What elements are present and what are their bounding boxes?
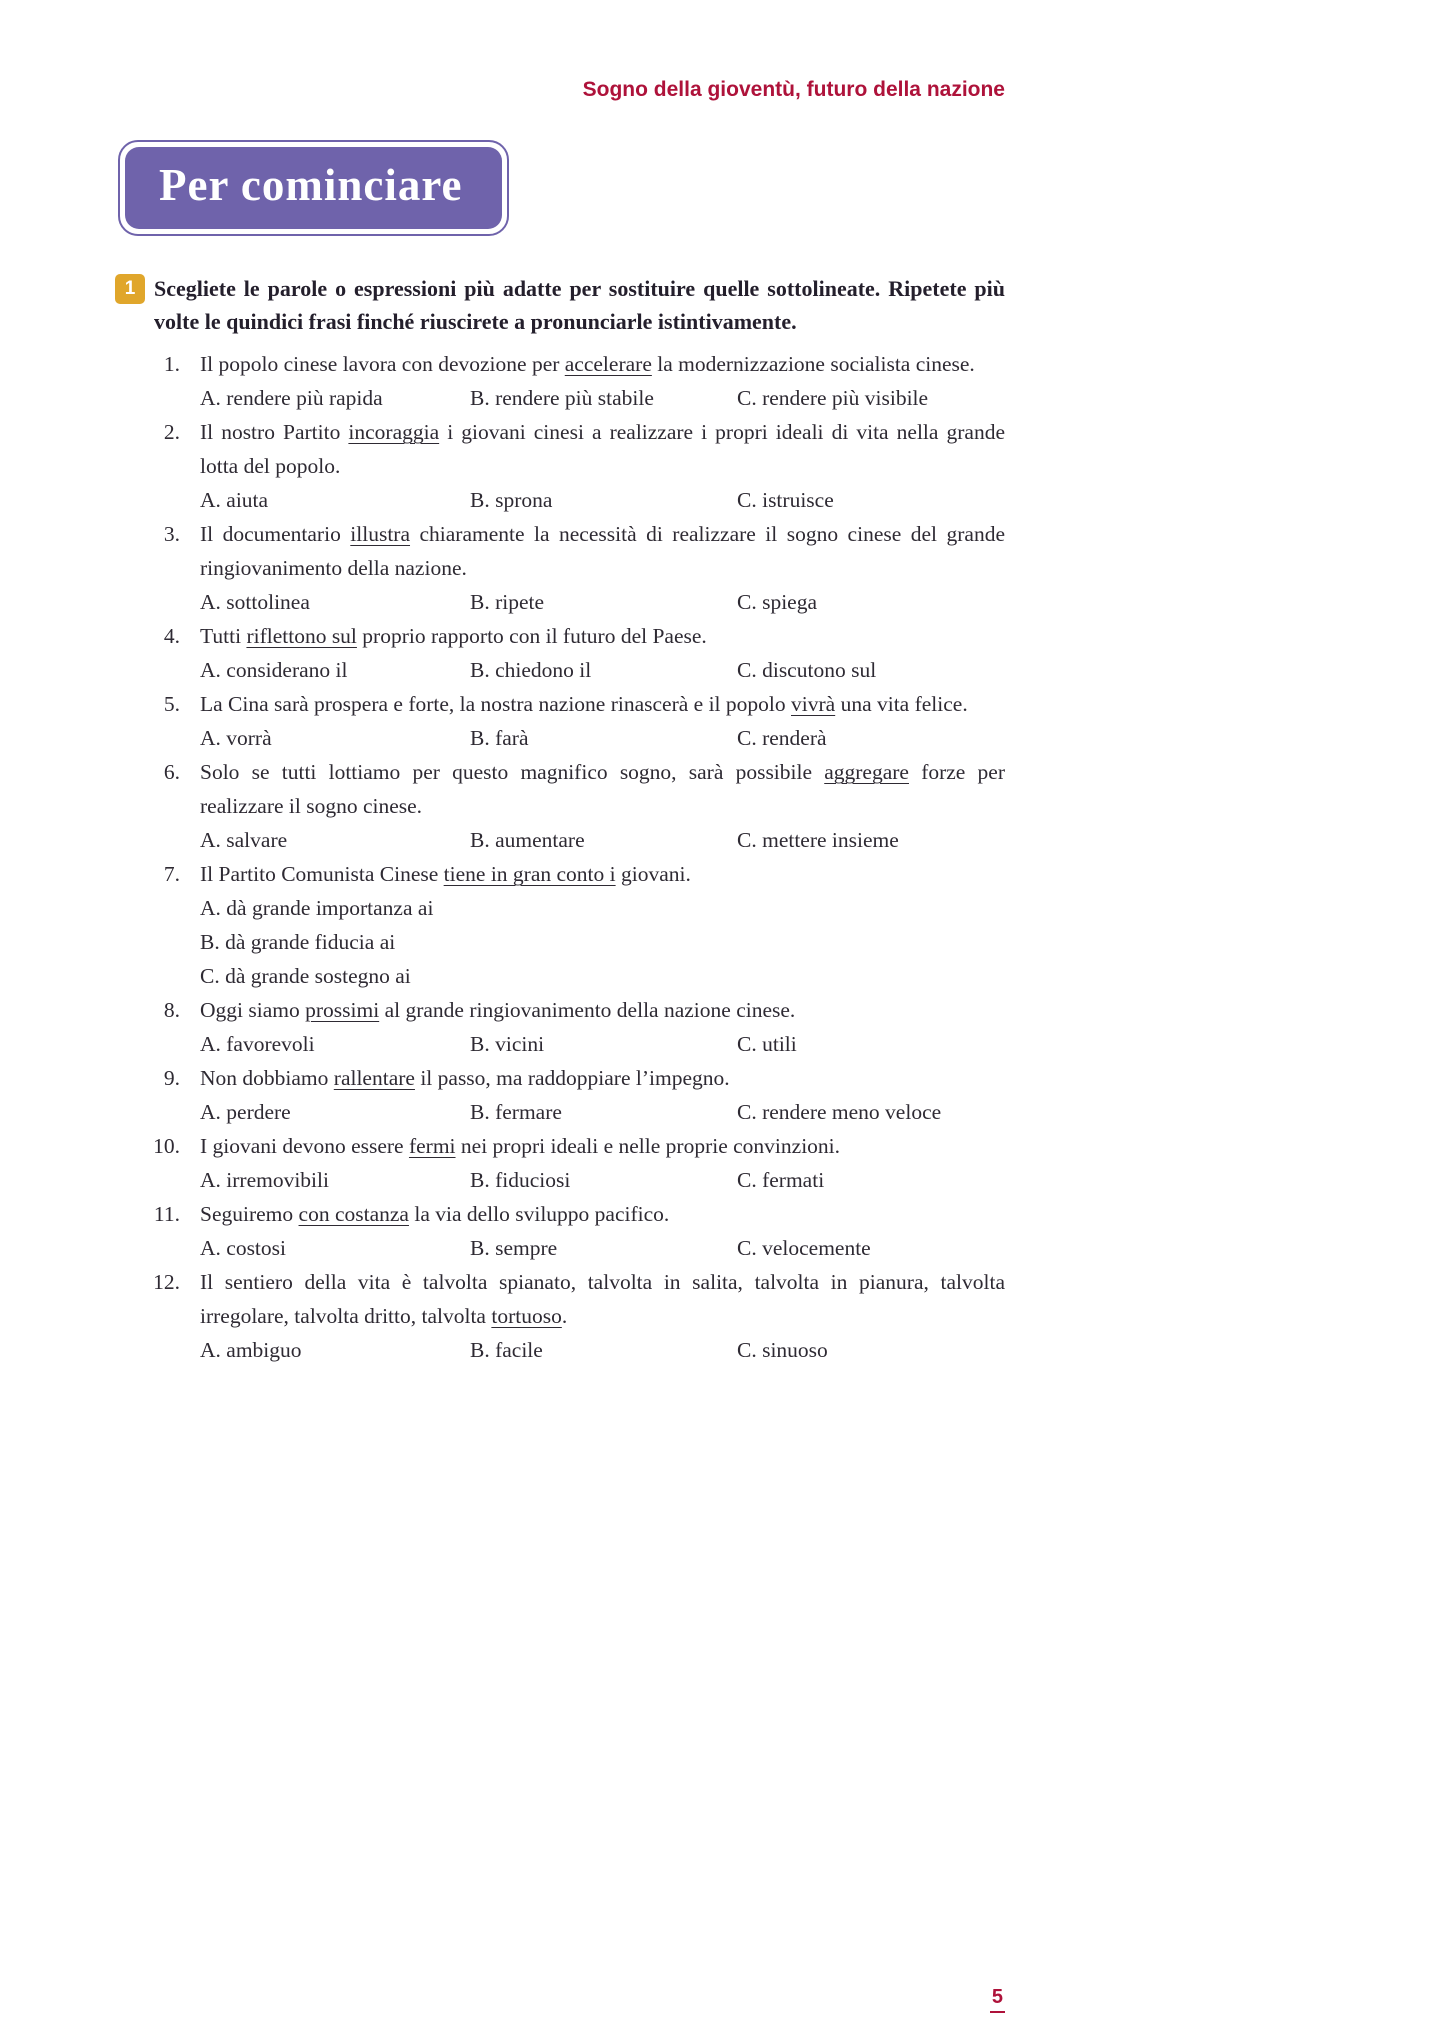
option-b: B. vicini — [470, 1032, 545, 1056]
sentence-text: chiaramente la necessità di realizzare il sogno cinese del grande ringiovanimento della nazione. — [200, 522, 1005, 580]
option-b: B. aumentare — [470, 828, 585, 852]
underlined-term: vivrà — [791, 692, 836, 716]
item-options — [200, 1027, 1005, 1061]
section-badge-plaque — [125, 147, 502, 229]
sentence-text: la via dello sviluppo pacifico. — [408, 1202, 670, 1226]
sentence-text: Il sentiero della vita è talvolta spianato, talvolta in salita, talvolta in pianura, talvolta irregolare, talvolta dritto, talvolta — [200, 1270, 1005, 1328]
option-b: B. facile — [470, 1338, 543, 1362]
item-sentence — [200, 993, 1005, 1027]
item-body — [200, 347, 1005, 415]
underlined-term: illustra — [350, 522, 411, 546]
option-c: C. discutono sul — [737, 658, 877, 682]
item-number: 5. — [163, 692, 180, 716]
exercise-item — [115, 687, 1005, 755]
underlined-term: riflettono sul — [246, 624, 357, 648]
sentence-text: . — [561, 1304, 568, 1328]
item-options — [200, 483, 1005, 517]
item-sentence — [200, 755, 1005, 823]
option-b: B. chiedono il — [470, 658, 592, 682]
option-b: B. sempre — [470, 1236, 558, 1260]
underlined-term: aggregare — [824, 760, 909, 784]
exercise-number-badge: 1 — [115, 274, 145, 304]
footer — [115, 1986, 1005, 2013]
item-body — [200, 755, 1005, 857]
option-c: C. sinuoso — [737, 1338, 828, 1362]
sentence-text: Il popolo cinese lavora con devozione per — [200, 352, 565, 376]
sentence-text: Solo se tutti lottiamo per questo magnifico sogno, sarà possibile — [200, 760, 825, 784]
option-c: C. rendere meno veloce — [737, 1100, 942, 1124]
item-sentence — [200, 687, 1005, 721]
option-c: C. fermati — [737, 1168, 825, 1192]
item-body — [200, 1265, 1005, 1367]
item-body — [200, 517, 1005, 619]
option-b: B. rendere più stabile — [470, 386, 654, 410]
option-b: B. dà grande fiducia ai — [200, 930, 396, 954]
option-a: A. sottolinea — [200, 590, 310, 614]
exercise-item — [115, 1061, 1005, 1129]
item-options — [200, 1163, 1005, 1197]
underlined-term: fermi — [408, 1134, 456, 1158]
sentence-text: Tutti — [200, 624, 247, 648]
sentence-text: proprio rapporto con il futuro del Paese. — [356, 624, 707, 648]
item-body — [200, 619, 1005, 687]
item-number: 3. — [163, 522, 180, 546]
option-c: C. renderà — [737, 726, 827, 750]
exercise-item — [115, 993, 1005, 1061]
exercise-item — [115, 517, 1005, 619]
item-number: 4. — [163, 624, 180, 648]
option-b: B. farà — [470, 726, 529, 750]
exercise-item — [115, 857, 1005, 993]
item-body — [200, 993, 1005, 1061]
option-c: C. utili — [737, 1032, 797, 1056]
section-badge-label: Per cominciare — [159, 160, 463, 210]
item-options — [200, 653, 1005, 687]
option-a: A. perdere — [200, 1100, 291, 1124]
exercise-item — [115, 1197, 1005, 1265]
item-number: 1. — [163, 352, 180, 376]
sentence-text: I giovani devono essere — [200, 1134, 409, 1158]
sentence-text: giovani. — [615, 862, 691, 886]
item-options — [200, 1095, 1005, 1129]
option-a: A. aiuta — [200, 488, 269, 512]
item-options — [200, 823, 1005, 857]
sentence-text: nei propri ideali e nelle proprie convinzioni. — [455, 1134, 841, 1158]
sentence-text: il passo, ma raddoppiare l’impegno. — [414, 1066, 730, 1090]
sentence-text: i giovani cinesi a realizzare i propri ideali di vita nella grande lotta del popolo. — [200, 420, 1005, 478]
item-body — [200, 857, 1005, 993]
exercise-item — [115, 1265, 1005, 1367]
option-a: A. salvare — [200, 828, 288, 852]
option-c: C. dà grande sostegno ai — [200, 964, 411, 988]
item-sentence — [200, 347, 1005, 381]
item-body — [200, 415, 1005, 517]
option-c: C. istruisce — [737, 488, 834, 512]
running-title: Sogno della gioventù, futuro della nazione — [582, 78, 1005, 101]
exercise-item — [115, 347, 1005, 415]
exercise-items — [115, 347, 1005, 1367]
option-c: C. spiega — [737, 590, 818, 614]
option-a: A. vorrà — [200, 726, 272, 750]
option-b: B. ripete — [470, 590, 545, 614]
item-sentence — [200, 517, 1005, 585]
option-c: C. rendere più visibile — [737, 386, 929, 410]
item-sentence — [200, 415, 1005, 483]
item-options — [200, 891, 1005, 993]
underlined-term: accelerare — [564, 352, 652, 376]
sentence-text: La Cina sarà prospera e forte, la nostra nazione rinascerà e il popolo — [200, 692, 791, 716]
exercise-item — [115, 755, 1005, 857]
item-number: 12. — [153, 1270, 180, 1294]
option-a: A. favorevoli — [200, 1032, 315, 1056]
item-sentence — [200, 619, 1005, 653]
item-options — [200, 381, 1005, 415]
item-number: 10. — [153, 1134, 180, 1158]
option-a: A. considerano il — [200, 658, 348, 682]
option-b: B. fiduciosi — [470, 1168, 571, 1192]
item-sentence — [200, 857, 1005, 891]
underlined-term: con costanza — [298, 1202, 409, 1226]
sentence-text: la modernizzazione socialista cinese. — [651, 352, 975, 376]
underlined-term: prossimi — [305, 998, 380, 1022]
option-a: A. costosi — [200, 1236, 286, 1260]
sentence-text: Il documentario — [200, 522, 351, 546]
exercise-item — [115, 1129, 1005, 1197]
item-number: 7. — [163, 862, 180, 886]
item-number: 11. — [153, 1202, 180, 1226]
option-a: A. irremovibili — [200, 1168, 329, 1192]
item-options — [200, 721, 1005, 755]
page-number: 5 — [990, 1986, 1005, 2013]
sentence-text: Seguiremo — [200, 1202, 299, 1226]
item-sentence — [200, 1265, 1005, 1333]
item-sentence — [200, 1197, 1005, 1231]
item-options — [200, 1231, 1005, 1265]
item-sentence — [200, 1061, 1005, 1095]
underlined-term: tiene in gran conto i — [443, 862, 616, 886]
item-number: 2. — [163, 420, 180, 444]
item-options — [200, 585, 1005, 619]
underlined-term: incoraggia — [348, 420, 440, 444]
item-body — [200, 1129, 1005, 1197]
exercise-item — [115, 415, 1005, 517]
sentence-text: al grande ringiovanimento della nazione cinese. — [379, 998, 796, 1022]
item-body — [200, 687, 1005, 755]
exercise-header — [115, 272, 1005, 338]
item-number: 6. — [163, 760, 180, 784]
sentence-text: Il Partito Comunista Cinese — [200, 862, 444, 886]
section-badge — [118, 140, 509, 236]
option-b: B. fermare — [470, 1100, 562, 1124]
item-number: 9. — [163, 1066, 180, 1090]
option-b: B. sprona — [470, 488, 553, 512]
sentence-text: Il nostro Partito — [200, 420, 349, 444]
item-options — [200, 1333, 1005, 1367]
exercise-instructions: Scegliete le parole o espressioni più adatte per sostituire quelle sottolineate. Ripetete più volte le quindici frasi finché riuscirete a pronunciarle istintivamente. — [154, 276, 1005, 334]
sentence-text: Non dobbiamo — [200, 1066, 334, 1090]
item-sentence — [200, 1129, 1005, 1163]
option-a: A. dà grande importanza ai — [200, 896, 434, 920]
item-number: 8. — [163, 998, 180, 1022]
item-body — [200, 1061, 1005, 1129]
sentence-text: forze per realizzare il sogno cinese. — [200, 760, 1005, 818]
option-a: A. rendere più rapida — [200, 386, 383, 410]
underlined-term: tortuoso — [491, 1304, 562, 1328]
sentence-text: Oggi siamo — [200, 998, 306, 1022]
option-a: A. ambiguo — [200, 1338, 302, 1362]
option-c: C. velocemente — [737, 1236, 871, 1260]
item-body — [200, 1197, 1005, 1265]
sentence-text: una vita felice. — [835, 692, 968, 716]
exercise-item — [115, 619, 1005, 687]
underlined-term: rallentare — [333, 1066, 415, 1090]
option-c: C. mettere insieme — [737, 828, 899, 852]
